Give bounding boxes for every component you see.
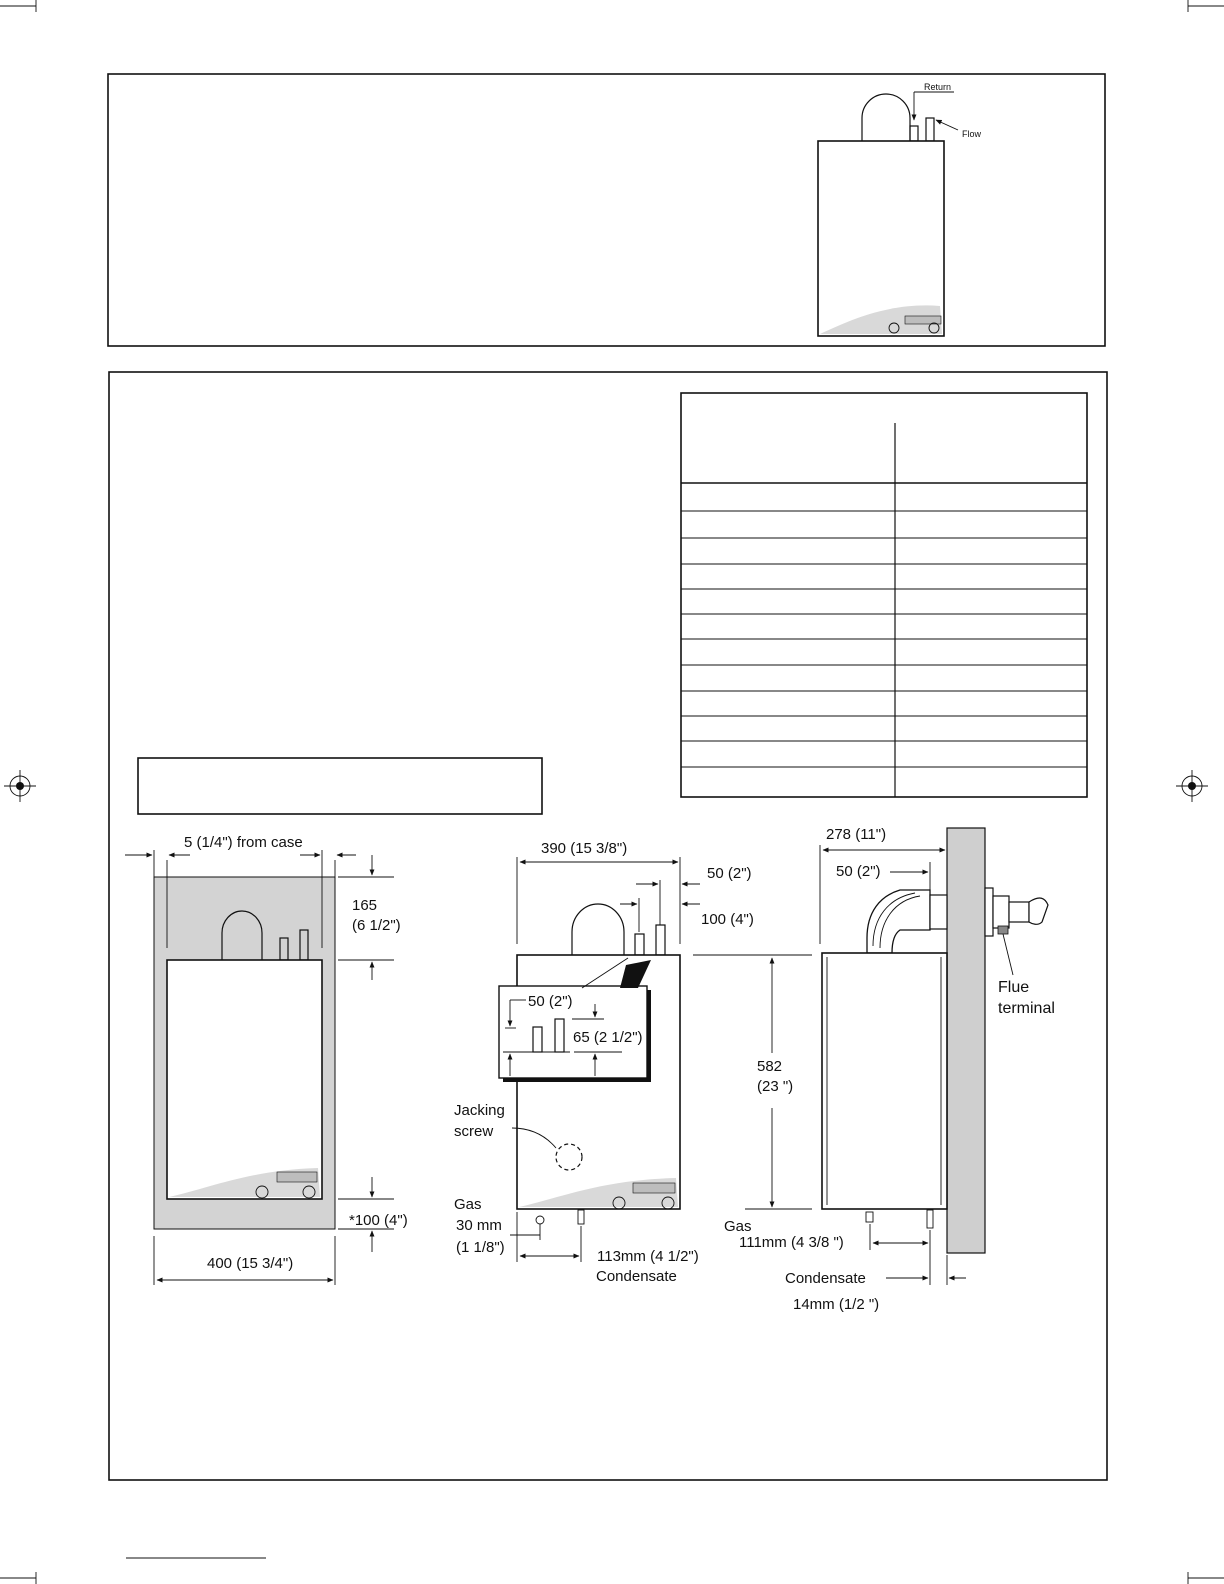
- pipe-offset-1-label: 50 (2"): [707, 865, 752, 882]
- jacking-screw-label-2: screw: [454, 1123, 494, 1140]
- clearance-diagram: [154, 877, 335, 1229]
- front-gas-size-imperial: (1 1/8"): [456, 1239, 505, 1256]
- jacking-screw-label-1: Jacking: [454, 1102, 505, 1119]
- dimension-table: [681, 393, 1087, 797]
- side-height-imperial: (23 "): [757, 1078, 794, 1095]
- front-condensate-label: Condensate: [596, 1268, 677, 1285]
- bottom-clearance-label: *100 (4"): [349, 1212, 408, 1229]
- front-gas-size-label: 30 mm: [456, 1217, 502, 1234]
- caption-box: [138, 758, 542, 814]
- inset-pipe-height-label: 65 (2 1/2"): [573, 1029, 643, 1046]
- registration-mark-icon: [1176, 770, 1208, 802]
- pipe-offset-2-label: 100 (4"): [701, 911, 754, 928]
- side-clearance-label: 5 (1/4") from case: [184, 834, 303, 851]
- front-width-label: 390 (15 3/8"): [541, 840, 628, 857]
- top-panel-frame: [108, 74, 1105, 346]
- front-gas-label: Gas: [454, 1196, 482, 1213]
- top-boiler-illustration: [818, 94, 944, 336]
- inset-pipe-spacing-label: 50 (2"): [528, 993, 573, 1010]
- side-view-diagram: [822, 828, 1048, 1253]
- clearance-width-label: 400 (15 3/4"): [207, 1255, 294, 1272]
- flow-label: Flow: [962, 129, 982, 139]
- condensate-offset-label: 113mm (4 1/2"): [597, 1248, 699, 1265]
- side-height-value: 582: [757, 1058, 783, 1075]
- side-depth-label: 278 (11"): [826, 826, 887, 843]
- top-clearance-value: 165: [352, 897, 378, 914]
- return-label: Return: [924, 82, 952, 92]
- side-gas-label: Gas: [724, 1218, 752, 1235]
- side-flue-offset-label: 50 (2"): [836, 863, 881, 880]
- side-condensate-label: Condensate: [785, 1270, 866, 1287]
- side-gas-offset-label: 111mm (4 3/8 "): [739, 1234, 844, 1251]
- flue-terminal-label-2: terminal: [998, 1000, 1055, 1017]
- top-clearance-imperial: (6 1/2"): [352, 917, 401, 934]
- flue-terminal-label-1: Flue: [998, 979, 1030, 996]
- registration-mark-icon: [4, 770, 36, 802]
- side-condensate-offset-label: 14mm (1/2 "): [793, 1296, 880, 1313]
